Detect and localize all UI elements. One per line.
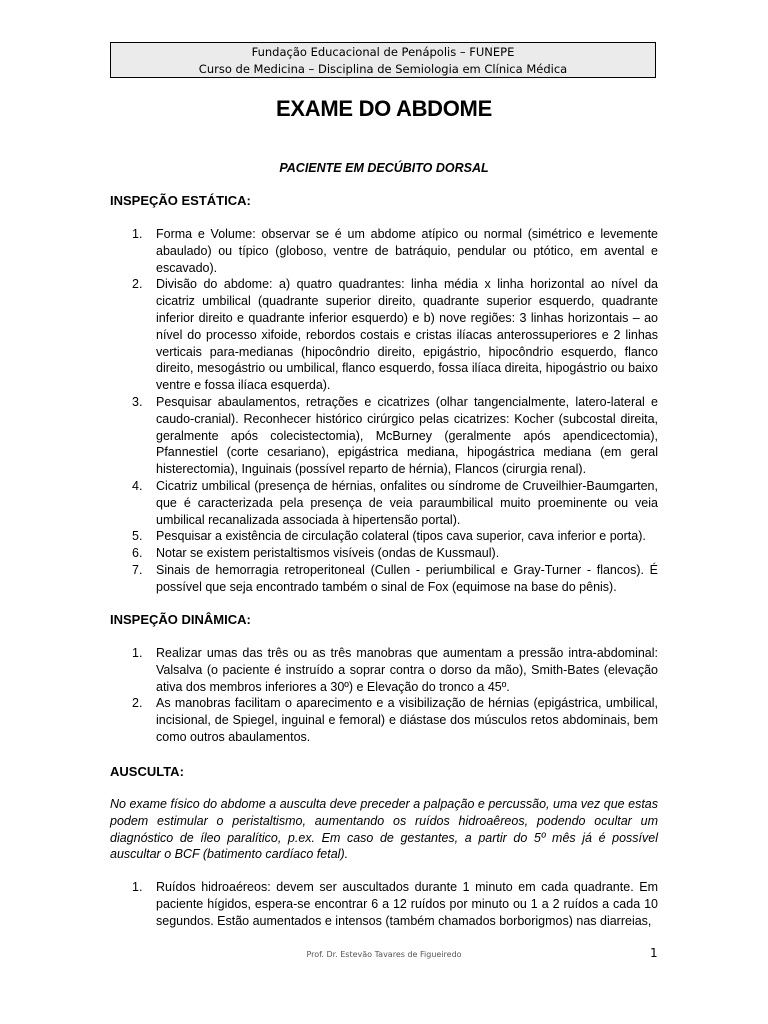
list-item-number: 5. bbox=[132, 529, 143, 544]
list-item bbox=[110, 562, 658, 596]
list-item bbox=[110, 226, 658, 276]
list-item-number: 6. bbox=[132, 546, 143, 561]
list-item-text: Forma e Volume: observar se é um abdome atípico ou normal (simétrico e levemente abaulado) ou típico (globoso, ventre de batráquio, pendular ou ptótico, em avental e escavado). bbox=[156, 227, 658, 275]
list-item bbox=[110, 478, 658, 528]
list-item bbox=[110, 645, 658, 695]
list-inspecao-estatica bbox=[110, 226, 658, 596]
section-heading-inspecao-estatica: INSPEÇÃO ESTÁTICA: bbox=[110, 193, 251, 208]
list-item-text: Ruídos hidroaéreos: devem ser auscultados durante 1 minuto em cada quadrante. Em paciente hígidos, espera-se encontrar 6 a 12 ruídos por minuto ou 1 a 2 ruídos a cada 10 segundos. Estão aumentados e intensos (também chamados borborigmos) nas diarreias, bbox=[156, 880, 658, 928]
list-item-text: As manobras facilitam o aparecimento e a visibilização de hérnias (epigástrica, umbilical, incisional, de Spiegel, inguinal e femoral) e diástase dos músculos retos abdominais, bem como outros abaulamentos. bbox=[156, 696, 658, 744]
list-item-number: 1. bbox=[132, 880, 143, 894]
list-item bbox=[110, 528, 658, 545]
section-heading-ausculta: AUSCULTA: bbox=[110, 764, 184, 779]
list-item-number: 7. bbox=[132, 562, 143, 577]
list-ausculta bbox=[110, 879, 658, 929]
list-item-number: 1. bbox=[132, 227, 143, 241]
list-item-text: Realizar umas das três ou as três manobras que aumentam a pressão intra-abdominal: Valsalva (o paciente é instruído a soprar contra o dorso da mão), Smith-Bates (elevação ativa dos membros inferiores a 30º) e Elevação do tronco a 45º. bbox=[156, 646, 658, 694]
list-item-number: 2. bbox=[132, 696, 143, 711]
list-item-text: Cicatriz umbilical (presença de hérnias, onfalites ou síndrome de Cruveilhier-Baumgarten, que é caracterizada pela presença de veia paraumbilical muito proeminente ou veia umbilical recanalizada associada à hipertensão portal). bbox=[156, 478, 658, 527]
institution-header bbox=[110, 42, 656, 78]
list-item-text: Pesquisar abaulamentos, retrações e cicatrizes (olhar tangencialmente, latero-lateral e caudo-cranial). Reconhecer histórico cirúrgico pelas cicatrizes: Kocher (subcostal direita, geralmente após colecistectomia), McBurney (geralmente após apendicectomia), Pfannestiel (corte cesariano), epigástrica mediana, hipogástrica mediana (em geral histerectomia), Inguinais (possível reparto de hérnia), Flancos (cirurgia renal). bbox=[156, 394, 658, 477]
list-item bbox=[110, 545, 658, 562]
list-item bbox=[110, 695, 658, 745]
list-item-text: Pesquisar a existência de circulação colateral (tipos cava superior, cava inferior e porta). bbox=[156, 529, 646, 544]
footer-author: Prof. Dr. Estevão Tavares de Figueiredo bbox=[306, 950, 462, 959]
list-inspecao-dinamica bbox=[110, 645, 658, 746]
ausculta-intro-paragraph: No exame físico do abdome a ausculta deve preceder a palpação e percussão, uma vez que estas podem estimular o peristaltismo, aumentando os ruídos hidroaêreos, podendo ocultar um diagnóstico de íleo paralítico, p.ex. Em caso de gestantes, a partir do 5º mês já é possível auscultar o BCF (batimento cardíaco fetal). bbox=[110, 797, 658, 862]
list-item bbox=[110, 276, 658, 394]
list-item-text: Divisão do abdome: a) quatro quadrantes: linha média x linha horizontal ao nível da cicatriz umbilical (quadrante superior direito, quadrante superior esquerdo, quadrante inferior direito e quadrante inferior esquerdo) e b) nove regiões: 3 linhas horizontais – ao nível do processo xifoide, rebordos costais e cristas ilíacas anterossuperiores e 2 linhas verticais para-medianas (hipocôndrio direito, epigástrio, hipocôndrio esquerdo, flanco direito, mesogástrio ou umbilical, flanco esquerdo, fossa ilíaca direita, hipogástrio ou baixo ventre e fossa ilíaca esquerda). bbox=[156, 277, 658, 393]
document-subtitle: PACIENTE EM DECÚBITO DORSAL bbox=[279, 161, 489, 175]
list-item-number: 4. bbox=[132, 478, 143, 493]
section-heading-inspecao-dinamica: INSPEÇÃO DINÂMICA: bbox=[110, 612, 251, 627]
list-item bbox=[110, 394, 658, 478]
list-item-text: Sinais de hemorragia retroperitoneal (Cullen - periumbilical e Gray-Turner - flancos). É possível que seja encontrado também o sinal de Fox (equimose na base do pênis). bbox=[156, 562, 658, 594]
header-line-institution: Fundação Educacional de Penápolis – FUNEPE bbox=[251, 45, 515, 59]
document-title: EXAME DO ABDOME bbox=[276, 96, 492, 121]
list-item-number: 3. bbox=[132, 394, 143, 409]
page-number: 1 bbox=[650, 946, 658, 960]
list-item-number: 1. bbox=[132, 646, 143, 660]
list-item bbox=[110, 879, 658, 929]
header-line-course: Curso de Medicina – Disciplina de Semiologia em Clínica Médica bbox=[198, 62, 568, 76]
list-item-number: 2. bbox=[132, 277, 143, 292]
list-item-text: Notar se existem peristaltismos visíveis (ondas de Kussmaul). bbox=[156, 546, 500, 561]
